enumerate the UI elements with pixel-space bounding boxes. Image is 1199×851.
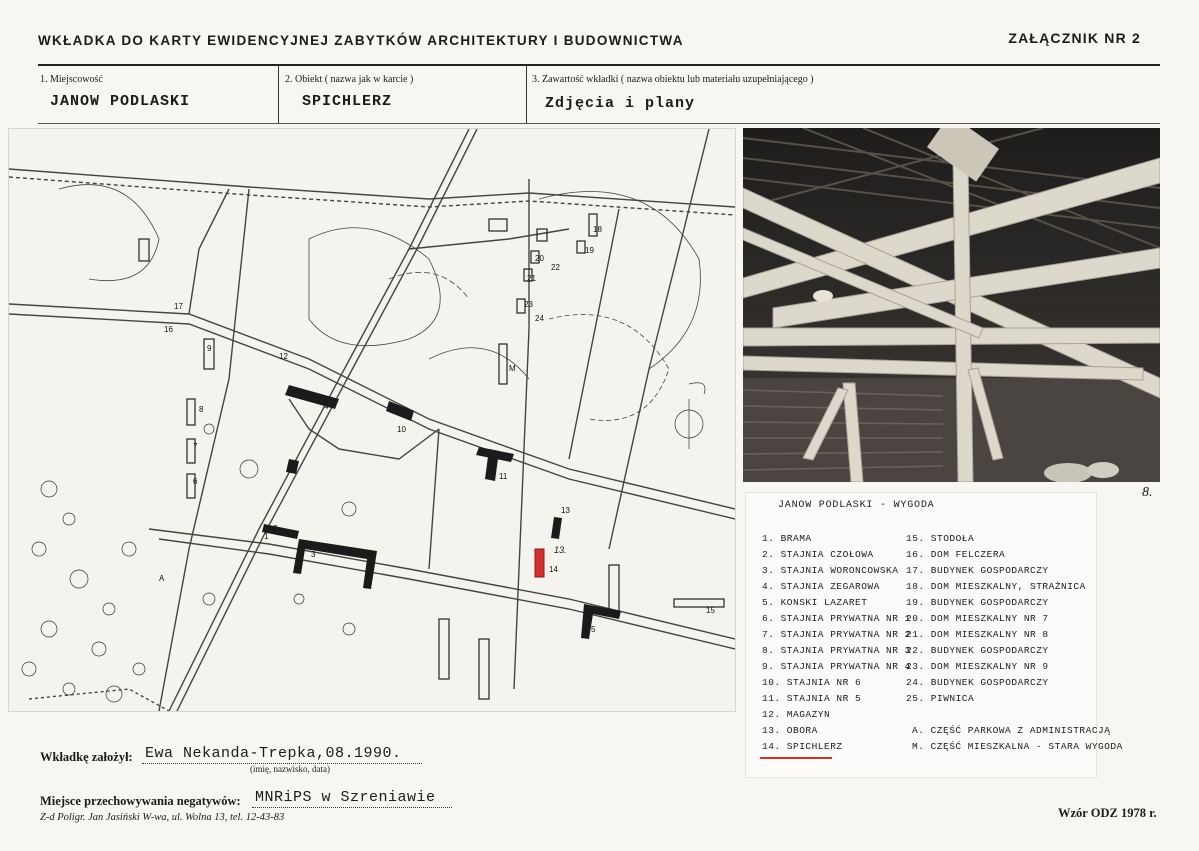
annex-number: ZAŁĄCZNIK NR 2 xyxy=(1008,30,1141,46)
form-code: Wzór ODZ 1978 r. xyxy=(1058,806,1157,820)
legend-item: 8. STAJNIA PRYWATNA NR 3 xyxy=(762,645,911,656)
content-value: Zdjęcia i plany xyxy=(545,95,696,112)
map-label: 4 xyxy=(324,402,329,411)
highlighted-building-granary xyxy=(535,549,544,577)
legend-item: 22. BUDYNEK GOSPODARCZY xyxy=(906,645,1049,656)
legend-item: 9. STAJNIA PRYWATNA NR 4 xyxy=(762,661,911,672)
legend-item: 23. DOM MIESZKALNY NR 9 xyxy=(906,661,1049,672)
created-by-value: Ewa Nekanda-Trepka,08.1990. xyxy=(145,745,402,762)
map-label: 13 xyxy=(561,506,570,515)
map-label: 16 xyxy=(164,325,173,334)
legend-item: 18. DOM MIESZKALNY, STRAŻNICA xyxy=(906,581,1086,592)
map-label: 12 xyxy=(279,352,288,361)
legend-item: 17. BUDYNEK GOSPODARCZY xyxy=(906,565,1049,576)
legend-item: 24. BUDYNEK GOSPODARCZY xyxy=(906,677,1049,688)
object-value: SPICHLERZ xyxy=(302,93,393,110)
content-label: 3. Zawartość wkładki ( nazwa obiektu lub materiału uzupełniającego ) xyxy=(532,74,814,85)
object-label: 2. Obiekt ( nazwa jak w karcie ) xyxy=(285,74,414,85)
created-by-label: Wkładkę założył: xyxy=(40,750,133,764)
storage-value: MNRiPS w Szreniawie xyxy=(255,789,436,806)
legend-item: 13. OBORA xyxy=(762,725,818,736)
map-label: 5 xyxy=(591,625,596,634)
legend-item: 21. DOM MIESZKALNY NR 8 xyxy=(906,629,1049,640)
map-label: A xyxy=(159,574,165,583)
legend-note: A. CZĘŚĆ PARKOWA Z ADMINISTRACJĄ xyxy=(912,725,1111,736)
legend-item: 10. STAJNIA NR 6 xyxy=(762,677,862,688)
legend-item: 6. STAJNIA PRYWATNA NR 1 xyxy=(762,613,911,624)
interior-photo xyxy=(743,128,1160,482)
map-label: 19 xyxy=(585,246,594,255)
divider xyxy=(278,66,279,124)
map-label: 15 xyxy=(706,606,715,615)
legend-item: 7. STAJNIA PRYWATNA NR 2 xyxy=(762,629,911,640)
map-drawing xyxy=(9,129,735,711)
map-legend xyxy=(745,492,1123,778)
map-label: 7 xyxy=(193,442,198,451)
map-label: 1 xyxy=(264,532,269,541)
legend-item: 16. DOM FELCZERA xyxy=(906,549,1006,560)
legend-item: 2. STAJNIA CZOŁOWA xyxy=(762,549,874,560)
created-by-hint: (imię, nazwisko, data) xyxy=(250,764,330,774)
map-label: 6 xyxy=(193,477,198,486)
map-label: 8 xyxy=(199,405,204,414)
map-label: 18 xyxy=(593,225,602,234)
legend-item: 12. MAGAZYN xyxy=(762,709,831,720)
legend-item: 4. STAJNIA ZEGAROWA xyxy=(762,581,880,592)
map-label: 24 xyxy=(535,314,544,323)
map-label: 21 xyxy=(527,274,536,283)
map-label: 14 xyxy=(549,565,558,574)
map-label: 2 xyxy=(273,524,278,533)
legend-item: 20. DOM MIESZKALNY NR 7 xyxy=(906,613,1049,624)
storage-label: Miejsce przechowywania negatywów: xyxy=(40,794,241,808)
legend-item: 25. PIWNICA xyxy=(906,693,975,704)
map-label: 17 xyxy=(174,302,183,311)
interior-photo-drawing xyxy=(743,128,1160,482)
map-label: 9 xyxy=(207,344,212,353)
legend-item: 3. STAJNIA WORONCOWSKA xyxy=(762,565,899,576)
map-label: 23 xyxy=(524,300,533,309)
legend-item: 5. KONSKI LAZARET xyxy=(762,597,868,608)
document-title: WKŁADKA DO KARTY EWIDENCYJNEJ ZABYTKÓW ARCHITEKTURY I BUDOWNICTWA xyxy=(38,33,684,48)
legend-item: 15. STODOŁA xyxy=(906,533,975,544)
dotted-line xyxy=(252,807,452,808)
map-label: 11 xyxy=(499,472,508,481)
photo-number: 8. xyxy=(1142,485,1153,500)
highlight-underline xyxy=(760,757,832,759)
divider xyxy=(526,66,527,124)
legend-note: M. CZĘŚĆ MIESZKALNA - STARA WYGODA xyxy=(912,741,1123,752)
legend-title: JANOW PODLASKI - WYGODA xyxy=(778,500,935,511)
legend-item: 19. BUDYNEK GOSPODARCZY xyxy=(906,597,1049,608)
divider xyxy=(38,64,1160,66)
map-annotation: 13. xyxy=(554,545,567,555)
legend-item: 1. BRAMA xyxy=(762,533,812,544)
map-label: M xyxy=(509,364,516,373)
locality-value: JANOW PODLASKI xyxy=(50,93,191,110)
map-label: 20 xyxy=(535,254,544,263)
map-label: 10 xyxy=(397,425,406,434)
site-plan-map xyxy=(8,128,736,712)
map-label: 3 xyxy=(311,550,316,559)
locality-label: 1. Miejscowość xyxy=(40,74,103,85)
map-label: 22 xyxy=(551,263,560,272)
legend-item: 11. STAJNIA NR 5 xyxy=(762,693,862,704)
divider xyxy=(38,123,1160,124)
printer-info: Z-d Poligr. Jan Jasiński W-wa, ul. Wolna 13, tel. 12-43-83 xyxy=(40,812,285,823)
legend-item-highlighted: 14. SPICHLERZ xyxy=(762,741,843,752)
